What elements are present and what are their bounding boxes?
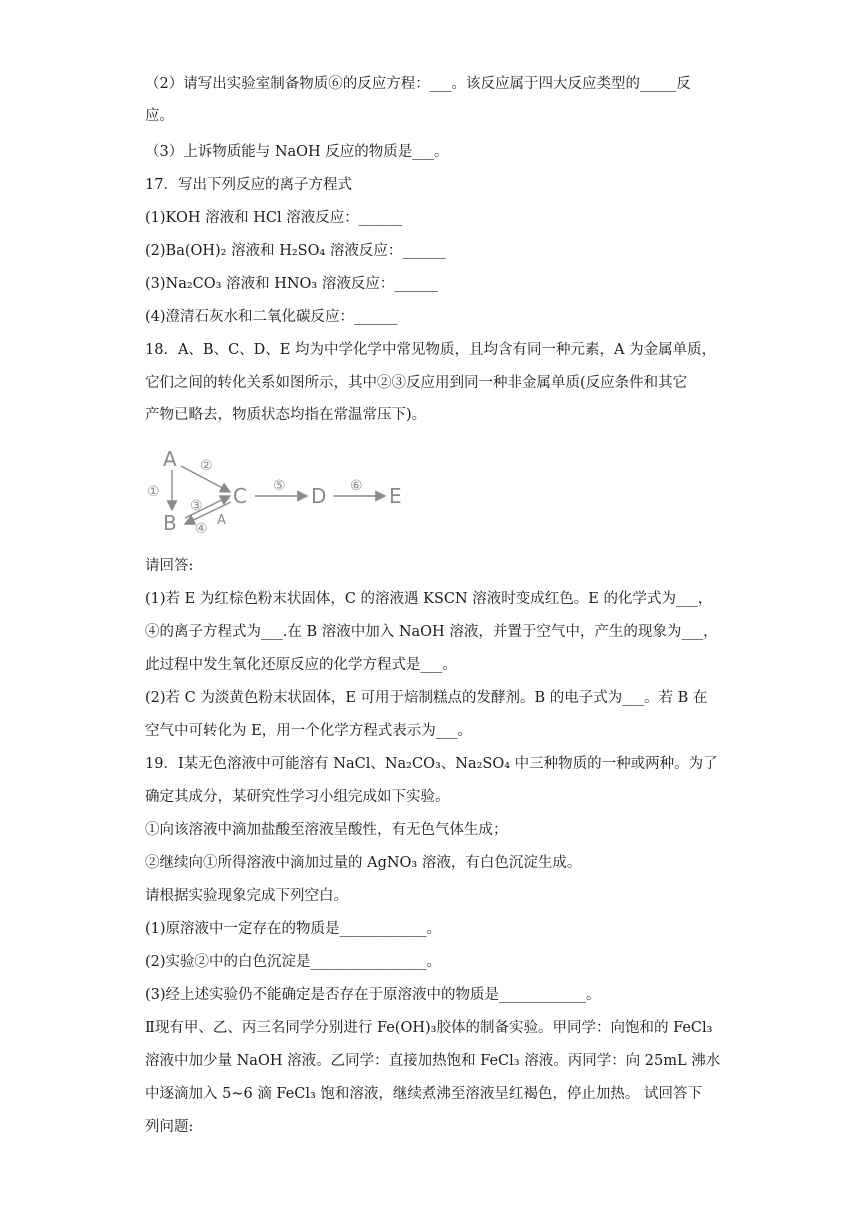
step-1: ① [147,484,160,500]
text-line: 溶液中加少量 NaOH 溶液。乙同学：直接加热饱和 FeCl₃ 溶液。丙同学：向 25mL 沸水 [145,1053,721,1069]
text-line: (2)若 C 为淡黄色粉末状固体，E 可用于焙制糕点的发酵剂。B 的电子式为___。若 B 在 [145,690,708,706]
text-line: 17．写出下列反应的离子方程式 [145,177,352,193]
text-line: （2）请写出实验室制备物质⑥的反应方程：___。该反应属于四大反应类型的_____反 [145,76,691,92]
text-line: 应。 [145,108,174,124]
text-line: 它们之间的转化关系如图所示，其中②③反应用到同一种非金属单质(反应条件和其它 [145,375,688,391]
arrow-label-a: A [217,513,226,528]
text-line: (2)实验②中的白色沉淀是________________。 [145,954,442,970]
text-line: 请回答: [145,558,194,574]
node-c: C [233,484,247,508]
text-line: （3）上诉物质能与 NaOH 反应的物质是___。 [145,144,449,160]
text-line: 18．A、B、C、D、E 均为中学化学中常见物质，且均含有同一种元素，A 为金属单质， [145,342,717,358]
text-line: 确定其成分，某研究性学习小组完成如下实验。 [145,789,450,805]
text-line: (3)经上述实验仍不能确定是否存在于原溶液中的物质是____________。 [145,987,601,1003]
text-line: (3)Na₂CO₃ 溶液和 HNO₃ 溶液反应：______ [145,276,438,292]
step-5: ⑤ [273,478,286,494]
text-line: 空气中可转化为 E，用一个化学方程式表示为___。 [145,723,472,739]
text-line: (1)原溶液中一定存在的物质是____________。 [145,921,442,937]
node-e: E [389,484,402,508]
text-line: (2)Ba(OH)₂ 溶液和 H₂SO₄ 溶液反应：______ [145,243,446,259]
step-4: ④ [195,521,208,537]
text-line: 中逐滴加入 5~6 滴 FeCl₃ 饱和溶液，继续煮沸至溶液呈红褐色，停止加热。 试回答下 [145,1086,703,1102]
text-line: 列问题: [145,1119,194,1135]
node-d: D [311,484,327,508]
text-line: 请根据实验现象完成下列空白。 [145,888,348,904]
text-line: ④的离子方程式为___.在 B 溶液中加入 NaOH 溶液，并置于空气中，产生的现象为___， [145,624,718,640]
text-line: (1)KOH 溶液和 HCl 溶液反应：______ [145,210,403,226]
text-line: ①向该溶液中滴加盐酸至溶液呈酸性，有无色气体生成； [145,822,508,838]
text-line: (1)若 E 为红棕色粉末状固体，C 的溶液遇 KSCN 溶液时变成红色。E 的化学式为___， [145,591,713,607]
text-line: 19．Ⅰ某无色溶液中可能溶有 NaCl、Na₂CO₃、Na₂SO₄ 中三种物质的一种或两种。为了 [145,756,718,772]
step-6: ⑥ [350,478,363,494]
text-line: 产物已略去，物质状态均指在常温常压下)。 [145,407,427,423]
node-a: A [163,447,177,471]
conversion-diagram [145,440,425,540]
text-line: ②继续向①所得溶液中滴加过量的 AgNO₃ 溶液，有白色沉淀生成。 [145,855,582,871]
text-line: (4)澄清石灰水和二氧化碳反应：______ [145,309,398,325]
step-3: ③ [190,498,203,514]
step-2: ② [200,458,213,474]
node-b: B [163,511,177,535]
text-line: Ⅱ现有甲、乙、丙三名同学分别进行 Fe(OH)₃胶体的制备实验。甲同学：向饱和的 FeCl₃ [145,1020,713,1036]
text-line: 此过程中发生氧化还原反应的化学方程式是___。 [145,657,457,673]
